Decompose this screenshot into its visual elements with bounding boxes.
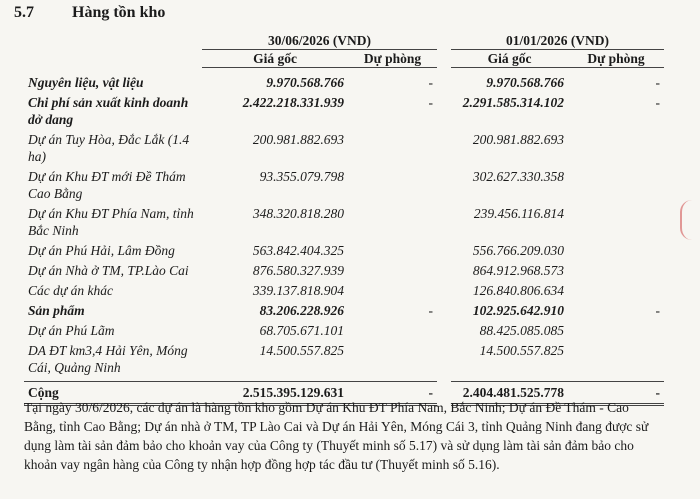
table-row (24, 260, 664, 280)
row-cost-1: 83.206.228.926 (259, 303, 344, 318)
row-label: Sản phẩm (28, 303, 85, 318)
row-provision-1: - (428, 75, 433, 90)
row-label: DA ĐT km3,4 Hải Yên, Móng Cái, Quảng Ninh (28, 343, 188, 375)
row-cost-2: 302.627.330.358 (472, 169, 564, 184)
row-cost-1: 339.137.818.904 (252, 283, 344, 298)
provision-header-1: Dự phòng (348, 50, 444, 68)
total-provision-1: - (348, 382, 444, 405)
row-provision-1 (348, 203, 444, 240)
table-row (24, 300, 664, 320)
row-label: Dự án Nhà ở TM, TP.Lào Cai (28, 263, 189, 278)
row-label: Dự án Phú Lãm (28, 323, 115, 338)
red-stamp-edge (680, 200, 700, 240)
row-provision-2 (568, 340, 664, 377)
table-row (24, 72, 664, 92)
section-title: Hàng tồn kho (72, 4, 166, 21)
row-cost-1: 93.355.079.798 (259, 169, 344, 184)
table-row (24, 320, 664, 340)
row-cost-2: 864.912.968.573 (472, 263, 564, 278)
provision-header-2: Dự phòng (568, 50, 664, 68)
row-label: Dự án Tuy Hòa, Đắc Lắk (1.4 ha) (28, 132, 190, 164)
row-cost-1: 14.500.557.825 (259, 343, 344, 358)
row-provision-2 (568, 320, 664, 340)
row-cost-1: 348.320.818.280 (252, 206, 344, 221)
table-row (24, 129, 664, 166)
red-stamp-mark (659, 0, 700, 82)
row-cost-2: 126.840.806.634 (472, 283, 564, 298)
row-provision-2 (568, 280, 664, 300)
table-row (24, 92, 664, 129)
table-row (24, 203, 664, 240)
row-cost-2: 88.425.085.085 (479, 323, 564, 338)
row-provision-1 (348, 340, 444, 377)
table-row (24, 166, 664, 203)
row-provision-1: - (428, 95, 433, 110)
row-provision-2 (568, 166, 664, 203)
row-provision-1 (348, 260, 444, 280)
footnote-paragraph: Tại ngày 30/6/2026, các dự án là hàng tồn kho gồm Dự án Khu ĐT Phía Nam, Bắc Ninh; Dự án Đề Thám - Cao Bằng, tỉnh Cao Bằng; Dự án nhà ở TM, TP Lào Cai và Dự án Hải Yên, Móng Cái 3, tỉnh Quảng Ninh đang được sử dụng làm tài sản đảm bảo cho khoản vay của Công ty (Thuyết minh số 5.17) và sử dụng làm tài sản đảm bảo cho khoản vay ngân hàng của Công ty nhận hợp đồng hợp tác đầu tư (Thuyết minh số 5.16). (24, 400, 649, 472)
row-provision-2: - (655, 75, 660, 90)
row-cost-2: 200.981.882.693 (472, 132, 564, 147)
row-label: Dự án Phú Hải, Lâm Đồng (28, 243, 175, 258)
total-provision-2: - (568, 382, 664, 405)
row-cost-2: 239.456.116.814 (473, 206, 564, 221)
total-label: Cộng (24, 382, 202, 405)
row-provision-1 (348, 129, 444, 166)
table-row (24, 340, 664, 377)
row-provision-1: - (428, 303, 433, 318)
row-label: Nguyên liệu, vật liệu (28, 75, 144, 90)
period2-header: 01/01/2026 (VND) (444, 32, 664, 50)
table-body (24, 72, 664, 377)
row-cost-2: 14.500.557.825 (479, 343, 564, 358)
row-provision-1 (348, 166, 444, 203)
row-cost-1: 200.981.882.693 (252, 132, 344, 147)
row-provision-1 (348, 280, 444, 300)
row-cost-1: 563.842.404.325 (252, 243, 344, 258)
row-cost-2: 2.291.585.314.102 (462, 95, 564, 110)
row-provision-2 (568, 203, 664, 240)
row-provision-2: - (655, 303, 660, 318)
table-row (24, 280, 664, 300)
row-cost-2: 9.970.568.766 (486, 75, 564, 90)
inventory-table (24, 32, 664, 406)
row-provision-1 (348, 320, 444, 340)
cost-header-2: Giá gốc (444, 50, 568, 68)
row-label: Chi phí sản xuất kinh doanh dở dang (28, 95, 189, 127)
row-cost-1: 876.580.327.939 (252, 263, 344, 278)
row-provision-1 (348, 240, 444, 260)
row-label: Dự án Khu ĐT Phía Nam, tỉnh Bắc Ninh (28, 206, 194, 238)
row-label: Dự án Khu ĐT mới Đề Thám Cao Bằng (28, 169, 186, 201)
row-provision-2 (568, 240, 664, 260)
table-row (24, 240, 664, 260)
row-cost-2: 556.766.209.030 (472, 243, 564, 258)
total-cost-1: 2.515.395.129.631 (202, 382, 348, 405)
row-label: Các dự án khác (28, 283, 113, 298)
row-cost-1: 9.970.568.766 (266, 75, 344, 90)
row-provision-2: - (655, 95, 660, 110)
row-cost-2: 102.925.642.910 (472, 303, 564, 318)
total-cost-2: 2.404.481.525.778 (444, 382, 568, 405)
section-number: 5.7 (14, 4, 34, 21)
cost-header-1: Giá gốc (202, 50, 348, 68)
period1-header: 30/06/2026 (VND) (202, 32, 444, 50)
section-heading (14, 4, 165, 22)
row-provision-2 (568, 129, 664, 166)
row-provision-2 (568, 260, 664, 280)
row-cost-1: 68.705.671.101 (259, 323, 344, 338)
row-cost-1: 2.422.218.331.939 (242, 95, 344, 110)
